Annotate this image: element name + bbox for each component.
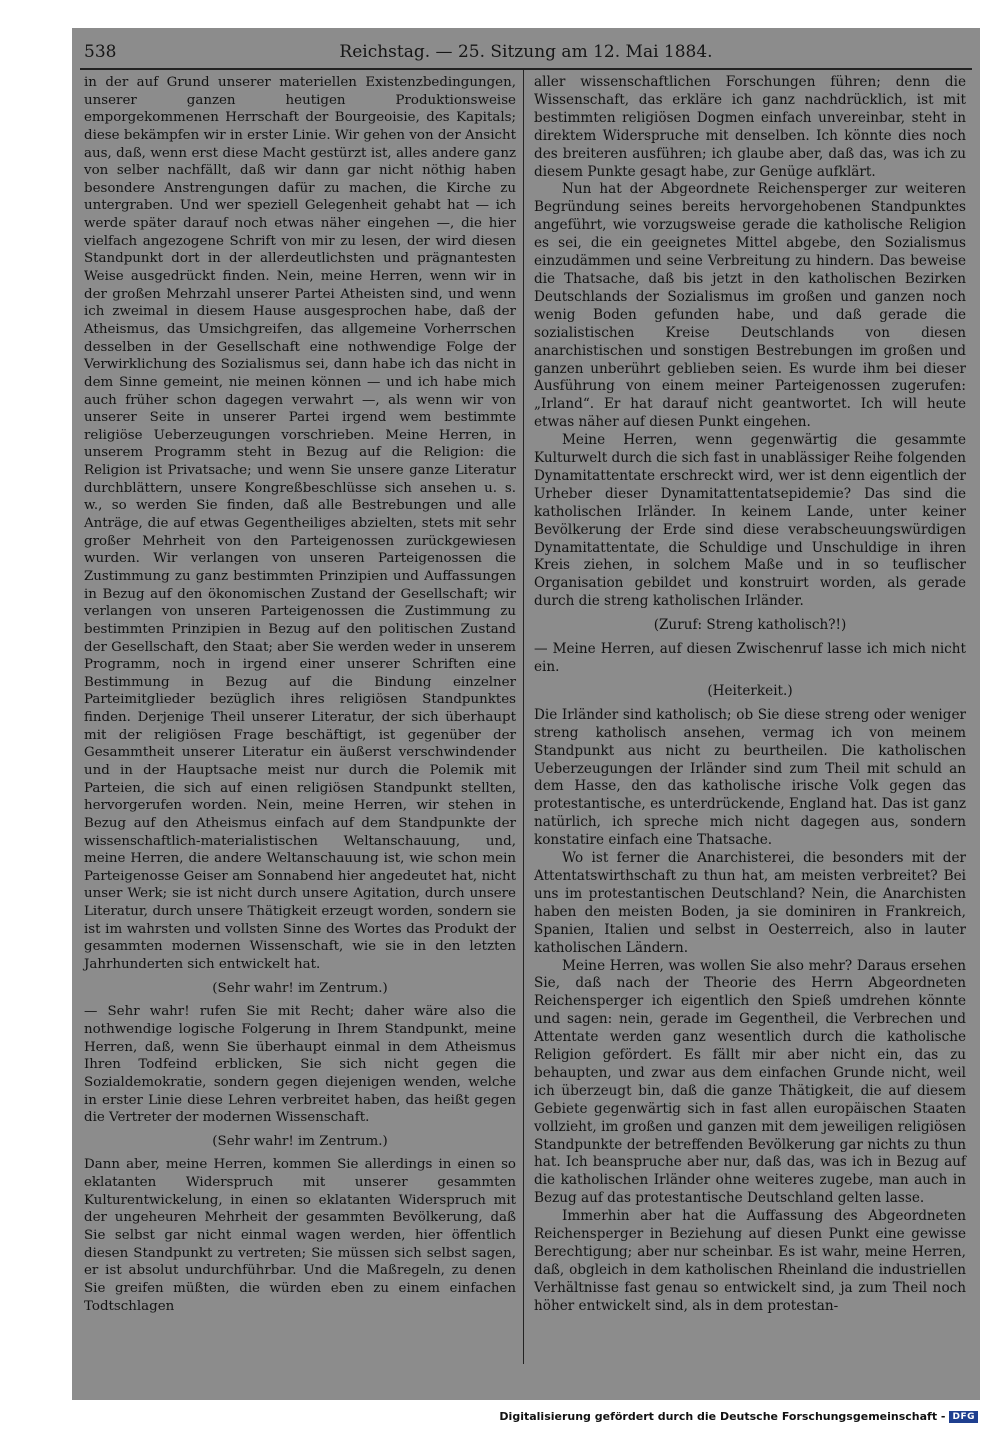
paragraph: aller wissenschaftlichen Forschungen führen; denn die Wissenschaft, das erkläre ich ganz nachdrücklich, ist mit bestimmten religiösen Dogmen einfach unvereinbar, steht in direktem Widerspruche mit denselben. Ich könnte dies noch des breiteren ausführen; ich glaube aber, daß das, was ich zu diesem Punkte gesagt habe, zur Genüge aufklärt.	[534, 74, 966, 180]
column-divider	[523, 70, 524, 1364]
interjection: (Sehr wahr! im Zentrum.)	[212, 980, 388, 996]
page-number: 538	[84, 42, 117, 62]
interjection: (Sehr wahr! im Zentrum.)	[212, 1133, 388, 1149]
paragraph: Nun hat der Abgeordnete Reichensperger zur weiteren Begründung seines bereits hervorgehobenen Standpunktes angeführt, wie vorzugsweise gerade die katholische Religion es sei, die ein geeignetes Mittel abgebe, den Sozialismus einzudämmen und seine Verbreitung zu hindern. Das beweise die Thatsache, daß bis jetzt in den katholischen Bezirken Deutschlands der Sozialismus im großen und ganzen noch wenig Boden gefunden habe, und daß gerade die sozialistischen Kreise Deutschlands von diesen anarchistischen und sonstigen Bestrebungen im großen und ganzen unberührt geblieben seien. Es wurde ihm bei dieser Ausführung von einem meiner Parteigenossen zugerufen: „Irland“. Er hat darauf nicht geantwortet. Ich will heute etwas näher auf diesen Punkt eingehen.	[534, 181, 966, 431]
dfg-logo: DFG	[949, 1411, 978, 1423]
paragraph: Dann aber, meine Herren, kommen Sie allerdings in einen so eklatanten Widerspruch mit unserer gesammten Kulturentwickelung, in einen so eklatanten Widerspruch mit der ungeheuren Mehrheit der gesammten Bevölkerung, daß Sie selbst gar nicht einmal wagen werden, hier öffentlich diesen Standpunkt zu vertreten; Sie müssen sich selbst sagen, er ist absolut undurchführbar. Und die Maßregeln, zu denen Sie greifen müßten, die würden eben zu einem einfachen Todtschlagen	[84, 1157, 516, 1314]
page-header	[82, 38, 970, 66]
credit-text: Digitalisierung gefördert durch die Deutsche Forschungsgemeinschaft -	[499, 1410, 946, 1423]
paragraph: Meine Herren, wenn gegenwärtig die gesammte Kulturwelt durch die sich fast in unablässiger Reihe folgenden Dynamitattentate erschreckt wird, wer ist denn eigentlich der Urheber dieser Dynamitattentatsepidemie? Das sind die katholischen Irländer. In keinem Lande, unter keiner Bevölkerung der Erde sind diese verabscheuungswürdigen Dynamitattentate, die Schuldige und Unschuldige in ihren Kreis ziehen, in solchem Maße und in so teuflischer Organisation gebildet und konstruirt worden, als gerade durch die streng katholischen Irländer.	[534, 432, 966, 610]
paragraph: Wo ist ferner die Anarchisterei, die besonders mit der Attentatswirthschaft zu thun hat, am meisten verbreitet? Bei uns im protestantischen Deutschland? Nein, die Anarchisten haben den meisten Boden, ja sie dominiren in Frankreich, Spanien, Italien und selbst in Oesterreich, also in lauter katholischen Ländern.	[534, 850, 966, 956]
paragraph: Immerhin aber hat die Auffassung des Abgeordneten Reichensperger in Beziehung auf diesen Punkt eine gewisse Berechtigung; aber nur scheinbar. Es ist wahr, meine Herren, daß, obgleich in dem katholischen Rheinland die industriellen Verhältnisse fast genau so entwickelt sind, ja zum Theil noch höher entwickelt sind, als in dem protestan-	[534, 1208, 966, 1314]
paragraph: in der auf Grund unserer materiellen Existenzbedingungen, unserer ganzen heutigen Produktionsweise emporgekommenen Herrschaft der Bourgeoisie, des Kapitals; diese bekämpfen wir in erster Linie. Wir gehen von der Ansicht aus, daß, wenn erst diese Macht gestürzt ist, alles andere ganz von selber nachfällt, daß wir dann gar nicht nöthig haben besondere Anstrengungen dafür zu machen, die Kirche zu untergraben. Und wer speziell Gelegenheit gehabt hat — ich werde später darauf noch etwas näher eingehen —, die hier vielfach angezogene Schrift von mir zu lesen, der wird diesen Standpunkt dort in der allerdeutlichsten und prägnantesten Weise ausgedrückt finden. Nein, meine Herren, wenn wir in der großen Mehrzahl unserer Partei Atheisten sind, und wenn ich zweimal in diesem Hause ausgesprochen habe, daß der Atheismus, das Umsichgreifen, das allgemeine Vorherrschen desselben in der Gesellschaft eine nothwendige Folge der Verwirklichung des Sozialismus sei, dann habe ich das nicht in dem Sinne gemeint, nie meinen können — und ich habe mich auch früher schon dagegen verwahrt —, als wenn wir von unserer Seite in unserer Partei irgend wem bestimmte religiöse Ueberzeugungen vorschrieben. Meine Herren, in unserem Programm steht in Bezug auf die Religion: die Religion ist Privatsache; und wenn Sie unsere ganze Literatur durchblättern, unsere Kongreßbeschlüsse sich ansehen u. s. w., so werden Sie finden, daß alle Bestrebungen und alle Anträge, die auf etwas Gegentheiliges abzielten, stets mit sehr großer Mehrheit von den Parteigenossen zurückgewiesen wurden. Wir verlangen von unseren Parteigenossen die Zustimmung zu ganz bestimmten Prinzipien und Auffassungen in Bezug auf den ökonomischen Zustand der Gesellschaft; wir verlangen von unseren Parteigenossen die Zustimmung zu bestimmten Prinzipien in Bezug auf den politischen Zustand der Gesellschaft, den Staat; aber Sie werden weder in unserem Programm, noch in irgend einer unserer Schriften eine Bestimmung in Bezug auf die Bindung einzelner Parteimitglieder bezüglich ihres religiösen Standpunktes finden. Derjenige Theil unserer Literatur, der sich überhaupt mit der religiösen Frage beschäftigt, ist gegenüber der Gesammtheit unserer Literatur ein äußerst verschwindender und in der Hauptsache meist nur durch die Polemik mit Parteien, die sich auf einen religiösen Standpunkt stellten, hervorgerufen worden. Nein, meine Herren, wir stehen in Bezug auf den Atheismus einfach auf dem Standpunkte der wissenschaftlich-materialistischen Weltanschauung, und, meine Herren, die andere Weltanschauung ist, wie schon mein Parteigenosse Geiser am Sonnabend hier angedeutet hat, nicht unser Werk; sie ist nicht durch unsere Agitation, durch unsere Literatur, durch unsere Thätigkeit erzeugt worden, sondern sie ist im wahrsten und vollsten Sinne des Wortes das Produkt der gesammten modernen Wissenschaft, wie sie in den letzten Jahrhunderten sich entwickelt hat.	[84, 75, 516, 973]
scanned-page	[72, 28, 980, 1400]
paragraph: — Sehr wahr! rufen Sie mit Recht; daher wäre also die nothwendige logische Folgerung in Ihrem Standpunkt, meine Herren, daß, wenn Sie überhaupt einmal in dem Atheismus Ihren Todfeind erblicken, Sie sich nicht gegen die Sozialdemokratie, sondern gegen diejenigen wenden, welche in erster Linie diese Lehren verbreitet haben, das heißt gegen die Vertreter der modernen Wissenschaft.	[84, 1004, 516, 1126]
right-column	[534, 74, 966, 1316]
running-title: Reichstag. — 25. Sitzung am 12. Mai 1884.	[339, 42, 713, 62]
left-column	[84, 74, 516, 1315]
paragraph: — Meine Herren, auf diesen Zwischenruf lasse ich mich nicht ein.	[534, 641, 966, 675]
interjection: (Zuruf: Streng katholisch?!)	[653, 617, 847, 634]
header-rule	[80, 68, 972, 70]
digitization-credit	[499, 1410, 978, 1423]
paragraph: Meine Herren, was wollen Sie also mehr? Daraus ersehen Sie, daß nach der Theorie des Herrn Abgeordneten Reichensperger ich eigentlich den Spieß umdrehen könnte und sagen: nein, gerade im Gegentheil, die Verbrechen und Attentate werden ganz wesentlich durch die katholische Religion gefördert. Es fällt mir aber nicht ein, das zu behaupten, und zwar aus dem einfachen Grunde nicht, weil ich überzeugt bin, daß die ganze Thätigkeit, die auf diesem Gebiete gegenwärtig sich in fast allen europäischen Staaten vollzieht, im großen und ganzen mit dem jeweiligen religiösen Standpunkte der betreffenden Bevölkerung gar nichts zu thun hat. Ich beanspruche aber nur, daß das, was ich in Bezug auf die katholischen Irländer ohne weiteres zugebe, man auch in Bezug auf das protestantische Deutschland gelten lasse.	[534, 957, 966, 1207]
interjection: (Heiterkeit.)	[707, 682, 793, 699]
paragraph: Die Irländer sind katholisch; ob Sie diese streng oder weniger streng katholisch ansehen, vermag ich von meinem Standpunkt aus nicht zu beurtheilen. Die katholischen Ueberzeugungen der Irländer sind zum Theil mit schuld an dem Hasse, den das katholische irische Volk gegen das protestantische, es unterdrückende, England hat. Das ist ganz natürlich, ich spreche mich nicht dagegen aus, sondern konstatire einfach eine Thatsache.	[534, 706, 966, 849]
